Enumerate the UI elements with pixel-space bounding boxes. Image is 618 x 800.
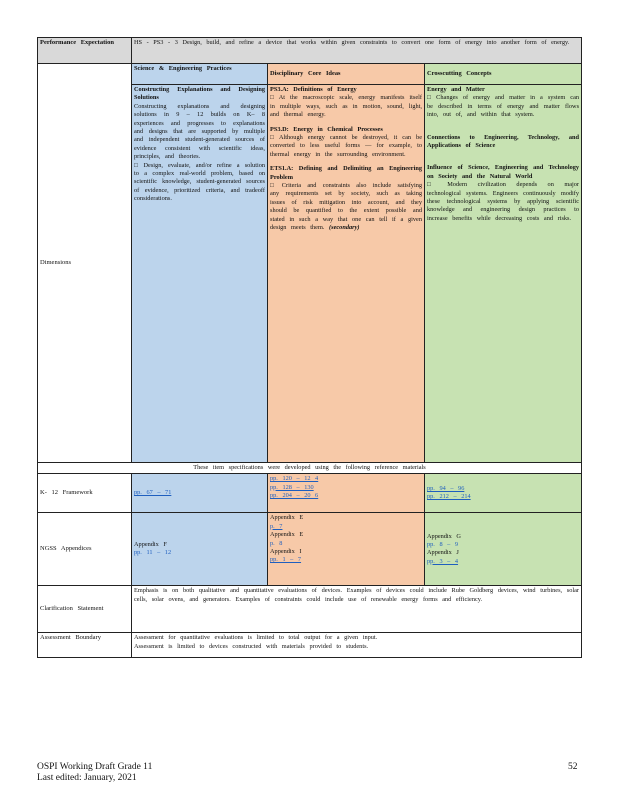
ccc-b3-text: □ Modern civilization depends on major technological systems. Engineers continuously modify these technological systems by applying scientific knowledge and engineering design practices to increase benefits while decreasing costs and risks. bbox=[427, 181, 580, 222]
performance-expectation-label: Performance Expectation bbox=[38, 38, 132, 64]
clarification-label: Clarification Statement bbox=[38, 586, 132, 633]
framework-ccc bbox=[425, 474, 582, 513]
sep-bullet: □ Design, evaluate, and/or refine a solution to a complex real-world problem, based on scientific knowledge, student-generated sources of evidence, prioritized criteria, and tradeoff considerations. bbox=[134, 161, 265, 203]
dci-b2-title: PS3.D: Energy in Chemical Processes bbox=[270, 125, 383, 133]
footer-last-edited: Last edited: January, 2021 bbox=[37, 773, 137, 783]
framework-row bbox=[38, 474, 582, 513]
framework-sep bbox=[132, 474, 268, 513]
dci-header: Disciplinary Core Ideas bbox=[268, 64, 425, 85]
ccc-b1-title: Energy and Matter bbox=[427, 86, 485, 93]
framework-label: K- 12 Framework bbox=[38, 474, 132, 513]
standards-table-container bbox=[37, 37, 581, 658]
boundary-row bbox=[38, 633, 582, 658]
boundary-text bbox=[132, 633, 582, 658]
appendix-pages-link[interactable]: pp. 1 – 7 bbox=[270, 556, 302, 564]
ccc-b3-title: Influence of Science, Engineering and Technology on Society and the Natural World bbox=[427, 164, 580, 180]
performance-expectation-row bbox=[38, 38, 582, 64]
dimensions-row bbox=[38, 64, 582, 85]
dci-b1-text: □ At the macroscopic scale, energy manifests itself in multiple ways, such as in motion, sound, light, and thermal energy. bbox=[270, 94, 422, 119]
appendix-pages: pp. 11 – 12 bbox=[134, 549, 172, 557]
footer bbox=[37, 762, 152, 784]
framework-ccc-link[interactable]: pp. 94 – 96 bbox=[427, 485, 465, 492]
sep-title: Constructing Explanations and Designing Solutions bbox=[134, 86, 265, 102]
dci-b3-tag: (secondary) bbox=[329, 224, 360, 232]
appendices-row bbox=[38, 513, 582, 586]
appendix-pages: p. 8 bbox=[270, 539, 283, 547]
framework-dci bbox=[268, 474, 425, 513]
boundary-line-2: Assessment is limited to devices constructed with materials provided to students. bbox=[134, 642, 369, 650]
appendix-name: Appendix E bbox=[270, 514, 304, 522]
dci-b3-text: □ Criteria and constraints also include satisfying any requirements set by society, such as taking issues of risk mitigation into account, and they should be quantified to the extent possible and stated in such a way that one can tell if a given design meets them. bbox=[270, 182, 422, 232]
framework-ccc-link[interactable]: pp. 212 – 214 bbox=[427, 493, 471, 501]
appendix-name: Appendix E bbox=[270, 531, 304, 539]
appendices-label: NGSS Appendices bbox=[38, 513, 132, 586]
ccc-b1-text: □ Changes of energy and matter in a system can be described in terms of energy and matter flows into, out of, and within that system. bbox=[427, 94, 580, 119]
clarification-row bbox=[38, 586, 582, 633]
framework-dci-link[interactable]: pp. 128 – 130 bbox=[270, 483, 314, 491]
ccc-content bbox=[425, 85, 582, 463]
standards-table bbox=[37, 37, 582, 658]
appendices-ccc bbox=[425, 513, 582, 586]
framework-sep-link[interactable]: pp. 67 – 71 bbox=[134, 489, 172, 497]
dci-b3-title: ETS1.A: Defining and Delimiting an Engineering Problem bbox=[270, 165, 422, 181]
appendix-name: Appendix G bbox=[427, 532, 461, 540]
framework-dci-link[interactable]: pp. 120 – 12 4 bbox=[270, 475, 319, 483]
appendix-name: Appendix J bbox=[427, 549, 459, 557]
appendix-name: Appendix F bbox=[134, 541, 167, 548]
dci-b3-body bbox=[270, 182, 422, 232]
appendix-name: Appendix I bbox=[270, 548, 302, 556]
reference-note-row bbox=[38, 463, 582, 474]
boundary-label: Assessment Boundary bbox=[38, 633, 132, 658]
sep-content bbox=[132, 85, 268, 463]
dci-content bbox=[268, 85, 425, 463]
sep-header: Science & Engineering Practices bbox=[132, 64, 268, 85]
footer-draft-title: OSPI Working Draft Grade 11 bbox=[37, 762, 153, 772]
reference-note: These item specifications were developed using the following reference materials bbox=[38, 463, 582, 474]
dci-b2-text: □ Although energy cannot be destroyed, it can be converted to less useful forms — for example, to thermal energy in the surrounding environment. bbox=[270, 134, 422, 158]
boundary-line-1: Assessment for quantitative evaluations is limited to total output for a given input. bbox=[134, 634, 378, 642]
performance-expectation-text: HS - PS3 - 3 Design, build, and refine a device that works within given constraints to convert one form of energy into another form of energy. bbox=[132, 38, 582, 64]
appendices-dci bbox=[268, 513, 425, 586]
clarification-text: Emphasis is on both qualitative and quantitative evaluations of devices. Examples of devices could include Rube Goldberg devices, wind turbines, solar cells, solar ovens, and generators. Examples of constraints could include use of renewable energy forms and efficiency. bbox=[132, 586, 582, 633]
appendix-pages-link[interactable]: pp. 3 – 4 bbox=[427, 557, 459, 565]
dci-b1-title: PS3.A: Definitions of Energy bbox=[270, 86, 357, 93]
page-number: 52 bbox=[568, 762, 578, 772]
appendix-pages-link[interactable]: p. 7 bbox=[270, 522, 283, 530]
dimensions-label: Dimensions bbox=[38, 64, 132, 463]
appendices-sep bbox=[132, 513, 268, 586]
appendix-pages: pp. 8 – 9 bbox=[427, 541, 459, 548]
framework-dci-link[interactable]: pp. 204 – 20 6 bbox=[270, 492, 319, 500]
ccc-b2-title: Connections to Engineering, Technology, and Applications of Science bbox=[427, 133, 580, 150]
sep-intro: Constructing explanations and designing solutions in 9 – 12 builds on K– 8 experiences and progresses to explanations and designs that are supported by multiple and independent student-generated sources of evidence consistent with scientific ideas, principles, and theories. bbox=[134, 102, 265, 161]
ccc-header: Crosscutting Concepts bbox=[425, 64, 582, 85]
